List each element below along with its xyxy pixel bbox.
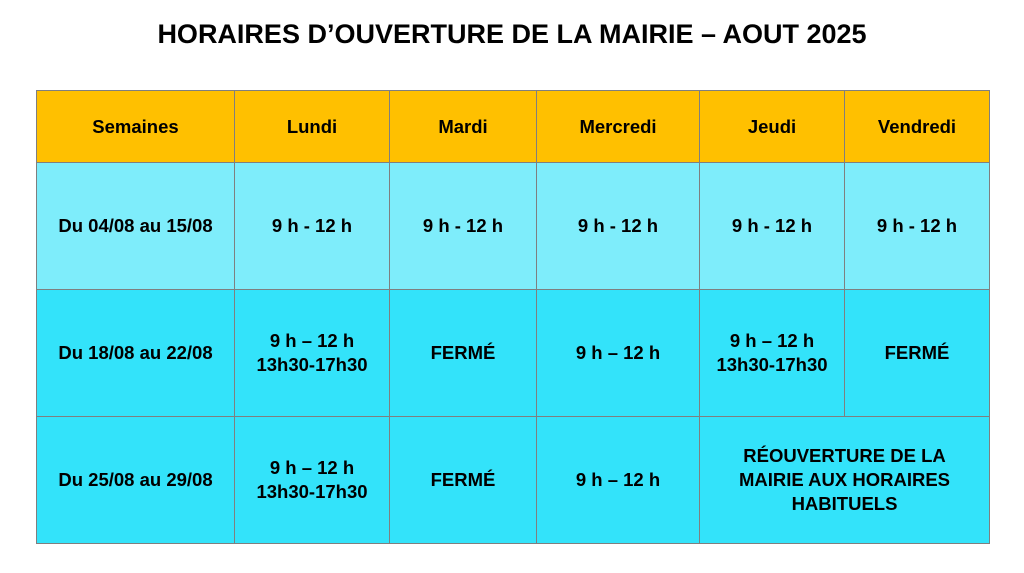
closed-text: FERMÉ [430,469,496,490]
mardi-cell [390,163,537,290]
reopening-text: MAIRIE AUX HORAIRES [738,469,951,490]
hours-text: 9 h - 12 h [731,215,813,236]
hours-text: 9 h - 12 h [422,215,504,236]
hours-text: 13h30-17h30 [716,354,828,375]
hours-text: 9 h – 12 h [269,330,355,351]
mardi-cell [390,417,537,544]
header-mardi: Mardi [390,91,537,163]
table-row [37,417,990,544]
closed-text: FERMÉ [884,342,950,363]
week-cell: Du 18/08 au 22/08 [37,290,235,417]
vendredi-cell [845,290,990,417]
mardi-cell [390,290,537,417]
jeudi-cell [700,163,845,290]
hours-text: 9 h - 12 h [271,215,353,236]
week-cell: Du 25/08 au 29/08 [37,417,235,544]
reopening-cell [700,417,990,544]
hours-text: 9 h - 12 h [577,215,659,236]
page-title: HORAIRES D’OUVERTURE DE LA MAIRIE – AOUT 2025 [157,19,867,49]
hours-text: 9 h – 12 h [575,342,661,363]
lundi-cell [235,163,390,290]
header-mercredi: Mercredi [537,91,700,163]
hours-text: 13h30-17h30 [256,481,368,502]
reopening-text: RÉOUVERTURE DE LA [743,445,946,466]
hours-text: 13h30-17h30 [256,354,368,375]
table-row [37,290,990,417]
hours-text: 9 h - 12 h [876,215,958,236]
schedule-table [36,90,990,544]
header-vendredi: Vendredi [845,91,990,163]
header-jeudi: Jeudi [700,91,845,163]
mercredi-cell [537,417,700,544]
hours-text: 9 h – 12 h [269,457,355,478]
vendredi-cell [845,163,990,290]
table-row [37,163,990,290]
hours-text: 9 h – 12 h [729,330,815,351]
week-cell: Du 04/08 au 15/08 [37,163,235,290]
lundi-cell [235,290,390,417]
lundi-cell [235,417,390,544]
header-row [37,91,990,163]
header-semaines: Semaines [37,91,235,163]
jeudi-cell [700,290,845,417]
reopening-text: HABITUELS [791,493,898,514]
mercredi-cell [537,290,700,417]
closed-text: FERMÉ [430,342,496,363]
hours-text: 9 h – 12 h [575,469,661,490]
header-lundi: Lundi [235,91,390,163]
mercredi-cell [537,163,700,290]
